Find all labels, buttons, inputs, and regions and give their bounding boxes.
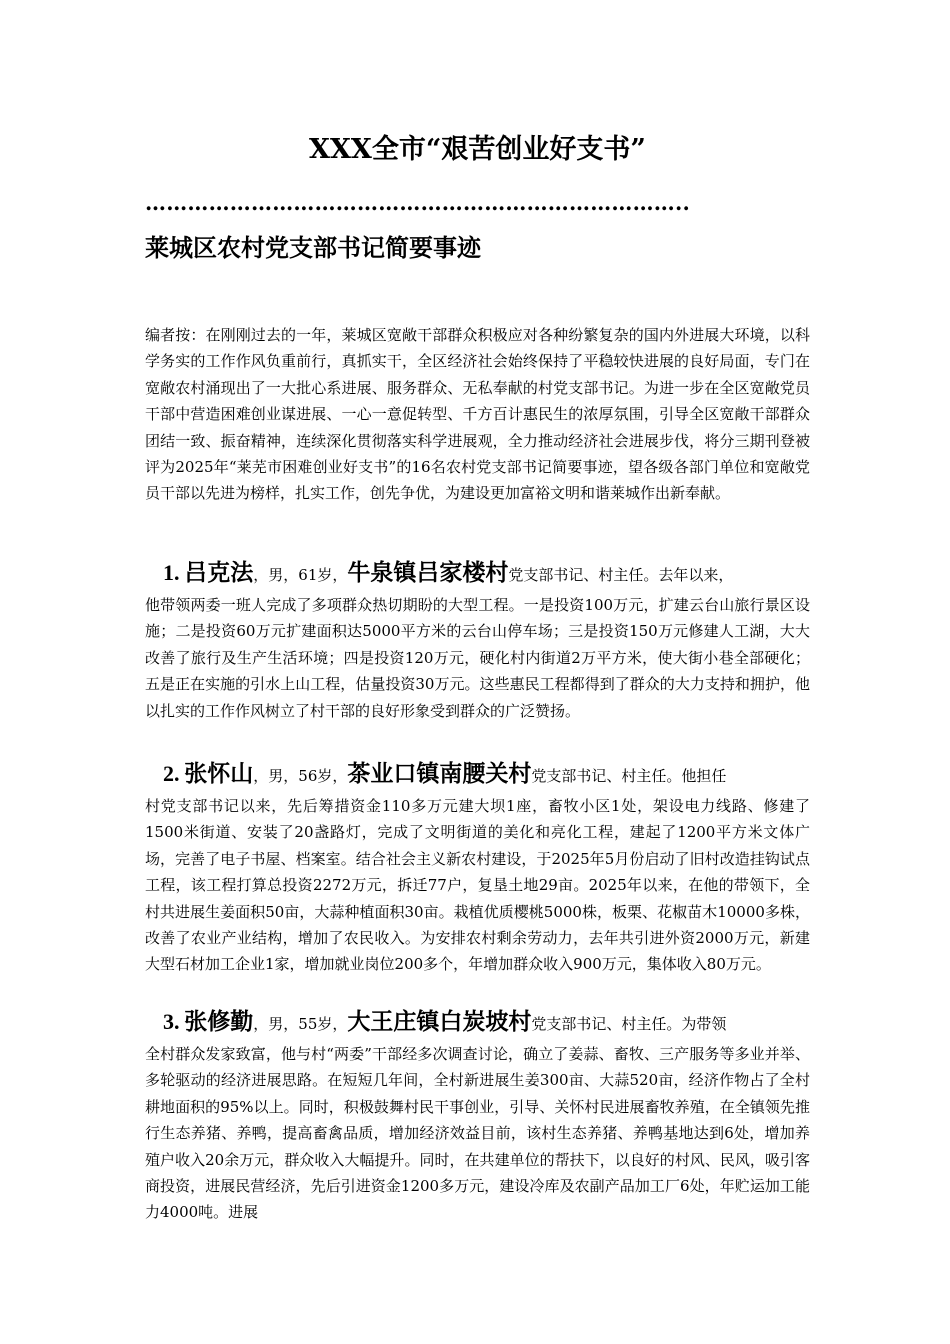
entry-body: 全村群众发家致富，他与村“两委”干部经多次调查讨论，确立了姜蒜、畜牧、三产服务等多业并举、多轮驱动的经济进展思路。在短短几年间，全村新进展生姜300亩、大蒜520亩，经济作物占了全村耕地面积的95%以上。同时，积极鼓舞村民干事创业，引导、关怀村民进展畜牧养殖，在全镇领先推行生态养猪、养鸭，提高畜禽品质，增加经济效益目前，该村生态养猪、养鸭基地达到6处，增加养殖户收入20余万元，群众收入大幅提升。同时，在共建单位的帮扶下，以良好的村风、民风，吸引客商投资，进展民营经济，先后引进资金1200多万元，建设冷库及农副产品加工厂6处，年贮运加工能力4000吨。进展 xyxy=(145,1045,810,1222)
entry-number: 1. xyxy=(163,560,180,585)
entry-lead xyxy=(145,1005,810,1041)
entry-lead xyxy=(145,757,810,793)
entry-info: ，男，56岁， xyxy=(253,767,348,785)
entry-village: 牛泉镇吕家楼村 xyxy=(347,560,509,586)
document-subtitle: 莱城区农村党支部书记简要事迹 xyxy=(145,233,481,262)
entry-number: 2. xyxy=(163,761,180,786)
entry-name: 张修勤 xyxy=(184,1009,254,1035)
entry-village: 大王庄镇白炭坡村 xyxy=(347,1009,532,1035)
entry-body: 村党支部书记以来，先后筹措资金110多万元建大坝1座，畜牧小区1处，架设电力线路、修建了1500米街道、安装了20盏路灯，完成了文明街道的美化和亮化工程，建起了1200平方米文体广场，完善了电子书屋、档案室。结合社会主义新农村建设，于2025年5月份启动了旧村改造挂钩试点工程，该工程打算总投资2272万元，拆迁77户，复垦土地29亩。2025年以来，在他的带领下，全村共进展生姜面积50亩，大蒜种植面积30亩。栽植优质樱桃5000株，板栗、花椒苗木10000多株，改善了农业产业结构，增加了农民收入。为安排农村剩余劳动力，去年共引进外资2000万元，新建大型石材加工企业1家，增加就业岗位200多个，年增加群众收入900万元，集体收入80万元。 xyxy=(145,797,810,974)
entry-number: 3. xyxy=(163,1009,180,1034)
entry-role: 党支部书记、村主任。他担任 xyxy=(531,767,727,785)
entry-lead xyxy=(145,556,810,592)
entry-name: 吕克法 xyxy=(184,560,254,586)
entry-info: ，男，61岁， xyxy=(253,566,348,584)
entry-role: 党支部书记、村主任。去年以来， xyxy=(508,566,734,584)
entry-village: 茶业口镇南腰关村 xyxy=(347,761,532,787)
entry-2 xyxy=(145,757,810,978)
entry-3 xyxy=(145,1005,810,1226)
entry-info: ，男，55岁， xyxy=(253,1015,348,1033)
entry-role: 党支部书记、村主任。为带领 xyxy=(531,1015,727,1033)
dotted-divider: ………………………………………………………………….. xyxy=(145,190,691,215)
editor-note: 编者按：在刚刚过去的一年，莱城区宽敞干部群众积极应对各种纷繁复杂的国内外进展大环境，以科学务实的工作作风负重前行，真抓实干，全区经济社会始终保持了平稳较快进展的良好局面，专门在宽敞农村涌现出了一大批心系进展、服务群众、无私奉献的村党支部书记。为进一步在全区宽敞党员干部中营造困难创业谋进展、一心一意促转型、千方百计惠民生的浓厚氛围，引导全区宽敞干部群众团结一致、振奋精神，连续深化贯彻落实科学进展观，全力推动经济社会进展步伐，将分三期刊登被评为2025年“莱芜市困难创业好支书”的16名农村党支部书记简要事迹，望各级各部门单位和宽敞党员干部以先进为榜样，扎实工作，创先争优，为建设更加富裕文明和谐莱城作出新奉献。 xyxy=(145,326,810,503)
entry-1 xyxy=(145,556,810,724)
entry-name: 张怀山 xyxy=(184,761,254,787)
document-title: XXX全市“艰苦创业好支书” xyxy=(309,134,646,165)
entry-body: 他带领两委一班人完成了多项群众热切期盼的大型工程。一是投资100万元，扩建云台山旅行景区设施；二是投资60万元扩建面积达5000平方米的云台山停车场；三是投资150万元修建人工湖，大大改善了旅行及生产生活环境；四是投资120万元，硬化村内街道2万平方米，使大街小巷全部硬化；五是正在实施的引水上山工程，估量投资30万元。这些惠民工程都得到了群众的大力支持和拥护，他以扎实的工作作风树立了村干部的良好形象受到群众的广泛赞扬。 xyxy=(145,596,810,720)
